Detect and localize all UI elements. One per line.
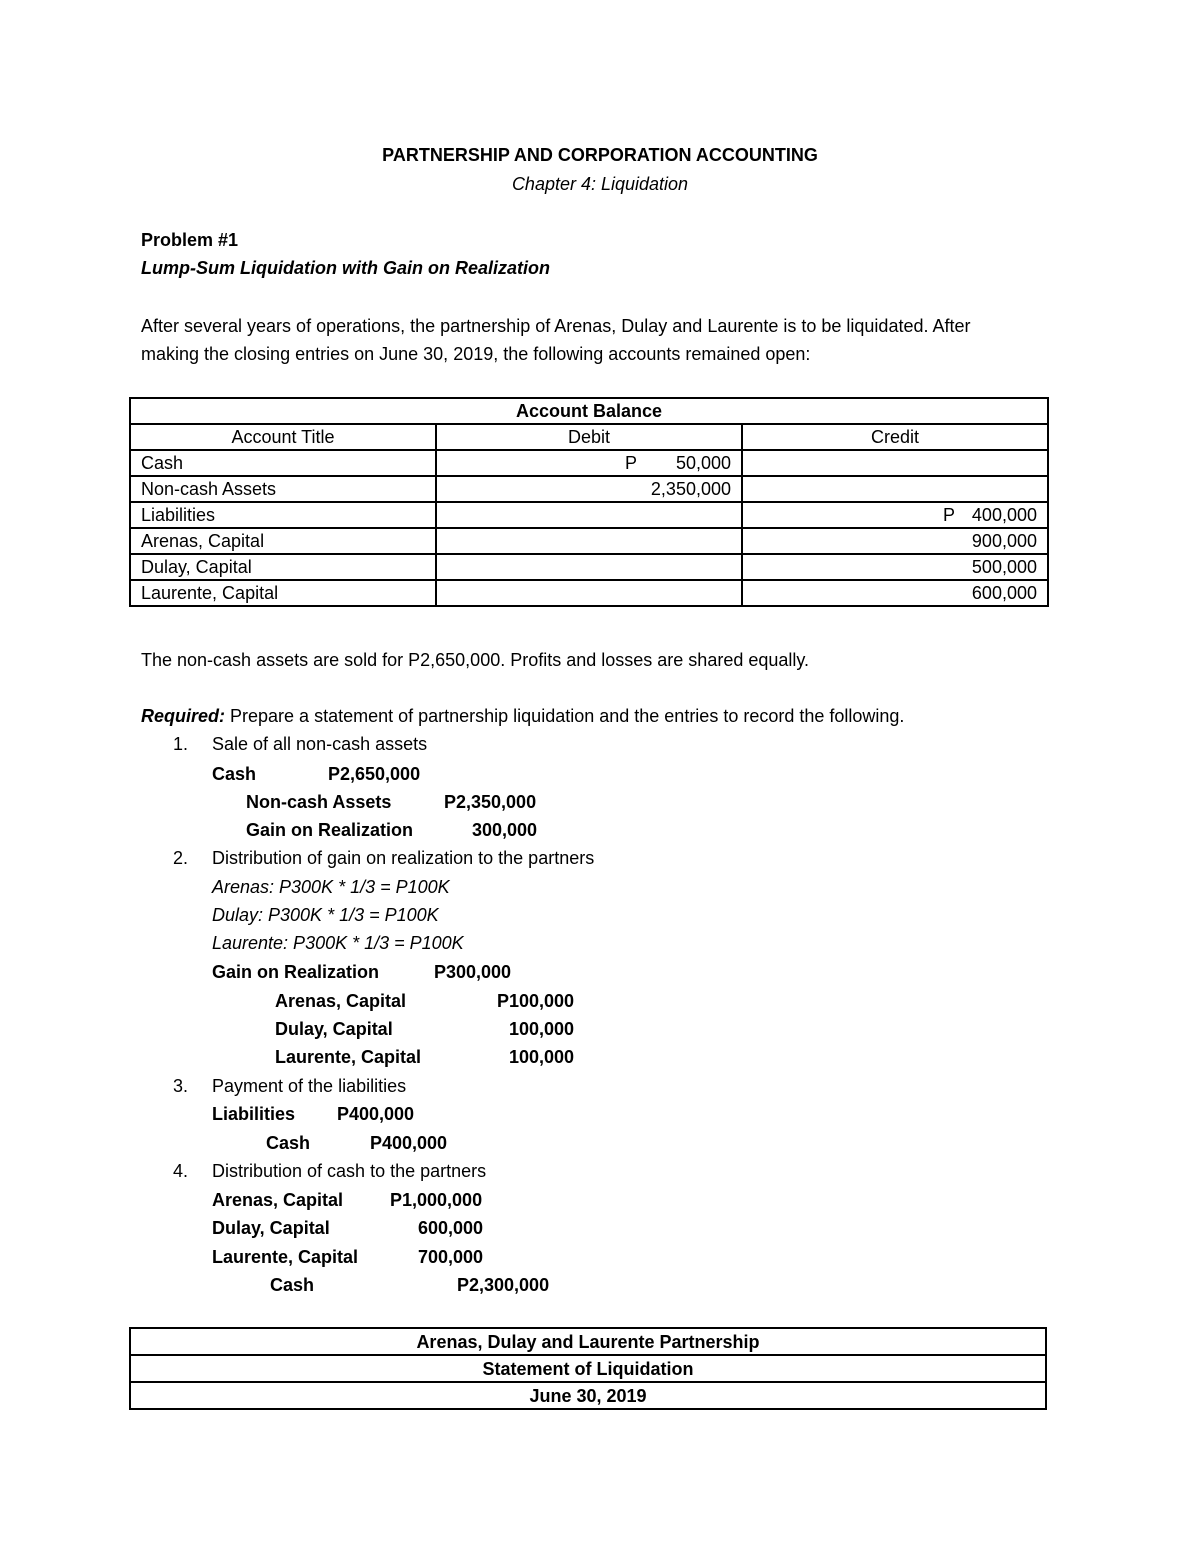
credit-account: Cash <box>270 1275 315 1295</box>
account-title-cell: Cash <box>130 450 436 476</box>
list-number: 3. <box>173 1076 189 1096</box>
credit-account: Non-cash Assets <box>246 792 392 812</box>
intro-text-line2: making the closing entries on June 30, 2019, the following accounts remained open: <box>141 344 811 364</box>
table-row <box>130 1328 1046 1355</box>
debit-cell <box>436 528 742 554</box>
credit-account: Cash <box>266 1133 311 1153</box>
table-row <box>130 554 1048 580</box>
debit-account: Dulay, Capital <box>212 1218 330 1238</box>
credit-amount: 100,000 <box>509 1047 575 1067</box>
entry-title: Distribution of gain on realization to the partners <box>212 848 595 868</box>
sale-note: The non-cash assets are sold for P2,650,000. Profits and losses are shared equally. <box>141 650 810 670</box>
credit-cell: 600,000 <box>742 580 1048 606</box>
debit-amount: 600,000 <box>418 1218 484 1238</box>
debit-account: Gain on Realization <box>212 962 380 982</box>
table-row <box>130 1355 1046 1382</box>
account-title-cell: Arenas, Capital <box>130 528 436 554</box>
account-title-cell: Laurente, Capital <box>130 580 436 606</box>
entry-title: Sale of all non-cash assets <box>212 734 428 754</box>
credit-amount: P100,000 <box>497 991 575 1011</box>
entry-title: Distribution of cash to the partners <box>212 1161 487 1181</box>
credit-account: Laurente, Capital <box>275 1047 422 1067</box>
table-row <box>130 476 1048 502</box>
credit-cell: 500,000 <box>742 554 1048 580</box>
gain-calculation: Arenas: P300K * 1/3 = P100K <box>212 877 450 897</box>
list-number: 2. <box>173 848 189 868</box>
gain-calculation: Dulay: P300K * 1/3 = P100K <box>212 905 439 925</box>
debit-amount: P400,000 <box>337 1104 415 1124</box>
debit-cell <box>436 502 742 528</box>
table-row <box>130 580 1048 606</box>
credit-amount: P2,300,000 <box>457 1275 550 1295</box>
problem-title: Lump-Sum Liquidation with Gain on Realization <box>141 258 550 278</box>
debit-amount: P2,650,000 <box>328 764 421 784</box>
debit-account: Arenas, Capital <box>212 1190 344 1210</box>
account-title-cell: Dulay, Capital <box>130 554 436 580</box>
required-text: Prepare a statement of partnership liquidation and the entries to record the following. <box>225 706 905 726</box>
column-header-credit: Credit <box>742 424 1048 450</box>
credit-amount: 300,000 <box>472 820 538 840</box>
chapter-subtitle: Chapter 4: Liquidation <box>511 174 689 194</box>
document-title: PARTNERSHIP AND CORPORATION ACCOUNTING <box>382 145 818 165</box>
entry-title: Payment of the liabilities <box>212 1076 407 1096</box>
table-caption: Account Balance <box>130 398 1048 424</box>
intro-text-line1: After several years of operations, the partnership of Arenas, Dulay and Laurente is to be liquidated. After <box>141 316 971 336</box>
credit-cell <box>742 476 1048 502</box>
required-instruction <box>141 706 904 727</box>
credit-amount: P2,350,000 <box>444 792 537 812</box>
partnership-name: Arenas, Dulay and Laurente Partnership <box>130 1328 1046 1355</box>
debit-cell <box>436 450 742 476</box>
problem-number: Problem #1 <box>141 230 239 250</box>
column-header-account-title: Account Title <box>130 424 436 450</box>
credit-cell <box>742 502 1048 528</box>
debit-amount: P300,000 <box>434 962 512 982</box>
table-row <box>130 502 1048 528</box>
column-header-debit: Debit <box>436 424 742 450</box>
list-number: 4. <box>173 1161 189 1181</box>
account-balance-table <box>129 397 1049 607</box>
credit-account: Gain on Realization <box>246 820 414 840</box>
table-row <box>130 1382 1046 1409</box>
table-caption-row <box>130 398 1048 424</box>
statement-date: June 30, 2019 <box>130 1382 1046 1409</box>
debit-account: Liabilities <box>212 1104 296 1124</box>
credit-value: 400,000 <box>971 505 1037 525</box>
debit-value: 50,000 <box>675 453 731 473</box>
account-title-cell: Non-cash Assets <box>130 476 436 502</box>
credit-account: Arenas, Capital <box>275 991 407 1011</box>
credit-cell <box>742 450 1048 476</box>
statement-header-table <box>129 1327 1047 1410</box>
credit-account: Dulay, Capital <box>275 1019 393 1039</box>
statement-title: Statement of Liquidation <box>130 1355 1046 1382</box>
credit-amount: P400,000 <box>370 1133 448 1153</box>
table-row <box>130 450 1048 476</box>
debit-amount: 700,000 <box>418 1247 484 1267</box>
table-row <box>130 528 1048 554</box>
debit-amount: P1,000,000 <box>390 1190 483 1210</box>
debit-cell <box>436 554 742 580</box>
list-number: 1. <box>173 734 189 754</box>
debit-account: Cash <box>212 764 257 784</box>
table-header-row <box>130 424 1048 450</box>
debit-cell <box>436 580 742 606</box>
account-title-cell: Liabilities <box>130 502 436 528</box>
debit-account: Laurente, Capital <box>212 1247 359 1267</box>
gain-calculation: Laurente: P300K * 1/3 = P100K <box>212 933 464 953</box>
currency-symbol: P <box>943 505 956 525</box>
required-label: Required: <box>141 706 226 726</box>
credit-amount: 100,000 <box>509 1019 575 1039</box>
currency-symbol: P <box>625 453 638 473</box>
credit-cell: 900,000 <box>742 528 1048 554</box>
debit-cell: 2,350,000 <box>436 476 742 502</box>
